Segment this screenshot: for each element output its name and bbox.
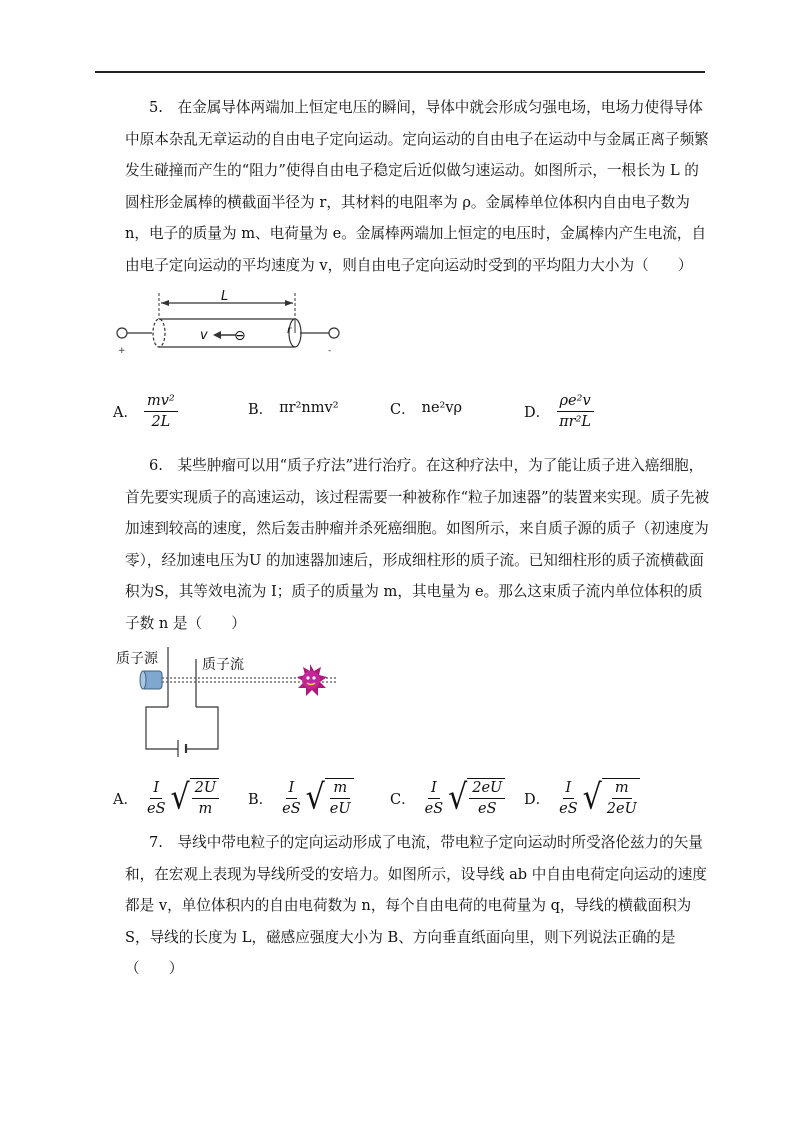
svg-text:-: - bbox=[328, 346, 332, 356]
velocity-label: v bbox=[200, 328, 208, 343]
question-7-text: 7. 导线中带电粒子的定向运动形成了电流，带电粒子定向运动时所受洛伦兹力的矢量和，在宏观上表现为导线所受的安培力。如图所示，设导线 ab 中自由电荷定向运动的速度都是 v，单位体积内的自由电荷数为 n，每个自由电荷的电荷量为 q，导线的横截面积为 S，导线的长度为 L，磁感应强度大小为 B、方向垂直纸面向里，则下列说法正确的是（ ） bbox=[125, 834, 707, 978]
q6-option-a[interactable]: A． $\frac{I}{eS}$ √ $\frac{2U}{m}$ bbox=[113, 778, 219, 818]
right-terminal bbox=[329, 328, 339, 338]
rod-figure bbox=[112, 285, 352, 357]
length-label: L bbox=[221, 289, 229, 304]
sqrt-symbol: √ $\frac{m}{2eU}$ bbox=[583, 778, 640, 818]
q6-option-b[interactable]: B． $\frac{I}{eS}$ √ $\frac{m}{eU}$ bbox=[248, 778, 354, 818]
accelerator-figure bbox=[112, 645, 352, 757]
q6-option-d[interactable]: D． $\frac{I}{eS}$ √ $\frac{m}{2eU}$ bbox=[524, 778, 640, 818]
proton-source-label: 质子源 bbox=[116, 651, 158, 667]
electron-symbol: ⊖ bbox=[234, 328, 246, 344]
left-terminal bbox=[117, 328, 127, 338]
radius-label: r bbox=[287, 325, 292, 336]
question-6-text: 6. 某些肿瘤可以用“质子疗法”进行治疗。在这种疗法中，为了能让质子进入癌细胞，首先要实现质子的高速运动，该过程需要一种被称作“粒子加速器”的装置来实现。质子先被加速到较高的速度，然后轰击肿瘤并杀死癌细胞。如图所示，来自质子源的质子（初速度为零），经加速电压为U 的加速器加速后，形成细柱形的质子流。已知细柱形的质子流横截面积为S，其等效电流为 I；质子的质量为 m，其电量为 e。那么这束质子流内单位体积的质子数 n 是（ ） bbox=[125, 457, 710, 632]
sqrt-symbol: √ $\frac{2U}{m}$ bbox=[171, 778, 220, 818]
sqrt-symbol: √ $\frac{2eU}{eS}$ bbox=[448, 778, 505, 818]
q5-option-d-formula: $\frac{\text{ρe²v}}{\text{πr²L}}$ bbox=[556, 392, 594, 431]
tumor-cell-icon bbox=[297, 664, 327, 696]
q5-option-c[interactable]: C． ne²vρ bbox=[390, 400, 463, 418]
proton-beam-label: 质子流 bbox=[202, 657, 244, 673]
header-rule bbox=[95, 71, 705, 73]
q6-option-c[interactable]: C． $\frac{I}{eS}$ √ $\frac{2eU}{eS}$ bbox=[390, 778, 505, 818]
q5-option-a-formula: $\frac{\text{mv²}}{2L}$ bbox=[144, 392, 178, 431]
svg-text:+: + bbox=[118, 346, 126, 356]
q5-option-a[interactable]: A． $\frac{\text{mv²}}{2L}$ bbox=[113, 392, 178, 431]
question-5-text: 5. 在金属导体两端加上恒定电压的瞬间，导体中就会形成匀强电场，电场力使得导体中原本杂乱无章运动的自由电子定向运动。定向运动的自由电子在运动中与金属正离子频繁发生碰撞而产生的“阻力”使得自由电子稳定后近似做匀速运动。如图所示，一根长为 L 的圆柱形金属棒的横截面半径为 r，其材料的电阻率为 ρ。金属棒单位体积内自由电子数为 n，电子的质量为 m、电荷量为 e。金属棒两端加上恒定的电压时，金属棒内产生电流，自由电子定向运动的平均速度为 v，则自由电子定向运动时受到的平均阻力大小为（ ） bbox=[125, 99, 709, 274]
q5-option-d[interactable]: D． $\frac{\text{ρe²v}}{\text{πr²L}}$ bbox=[524, 392, 594, 431]
sqrt-symbol: √ $\frac{m}{eU}$ bbox=[306, 778, 354, 818]
velocity-arrow-icon bbox=[213, 331, 221, 339]
q5-option-b[interactable]: B． πr²nmv² bbox=[248, 400, 339, 418]
